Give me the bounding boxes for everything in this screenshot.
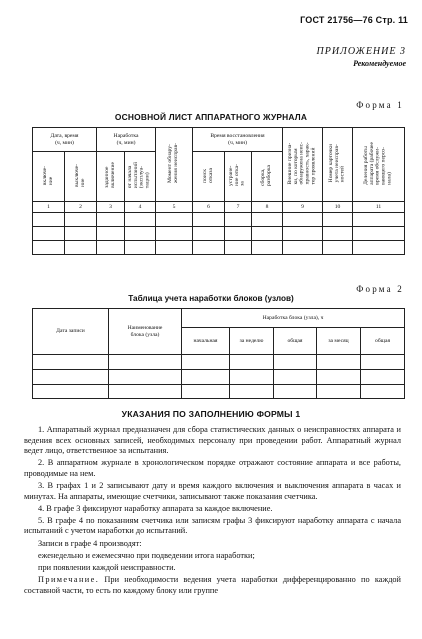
header-record-date: Дата записи: [33, 309, 109, 355]
column-number: 3: [97, 202, 125, 213]
header-week: за неделю: [230, 328, 274, 355]
header-initial: начальная: [182, 328, 230, 355]
header-run-time: Наработка (ч, мин): [97, 128, 156, 152]
paragraph-2: 2. В аппаратном журнале в хронологическом порядке отражают состояние аппарата и все работы, проводимые на нем.: [24, 458, 401, 478]
column-number: 7: [225, 202, 252, 213]
header-block-run: Наработка блока (узла), ч: [182, 309, 405, 328]
appendix-title: ПРИЛОЖЕНИЕ 3: [316, 46, 406, 57]
table-row: [33, 370, 405, 385]
column-number: 1: [33, 202, 65, 213]
header-restore-time: Время восстановления (ч, мин): [193, 128, 283, 152]
column-numbers-row: [33, 202, 405, 213]
note-label: Примечание.: [38, 574, 100, 584]
table-row: [33, 355, 405, 370]
form1-table: [32, 127, 405, 255]
header-month: за месяц: [317, 328, 361, 355]
instructions-title: УКАЗАНИЯ ПО ЗАПОЛНЕНИЮ ФОРМЫ 1: [121, 409, 301, 419]
table-row: [33, 385, 405, 399]
paragraph-7: еженедельно и ежемесячно при подведении итога наработки;: [38, 550, 255, 560]
column-number: 2: [65, 202, 97, 213]
header-total-2: общая: [361, 328, 405, 355]
note-paragraph: [24, 575, 401, 596]
table-row: [33, 227, 405, 241]
form1-title: ОСНОВНОЙ ЛИСТ АППАРАТНОГО ЖУРНАЛА: [114, 112, 308, 122]
header-col-10: Номер карточки учета неисправ- ностей: [323, 128, 353, 202]
header-block-name: Наименование блока (узла): [109, 309, 182, 355]
paragraph-5: 5. В графе 4 по показаниям счетчика или записям графы 3 фиксируют наработку аппарата с начала испытаний с учетом наработки до испытаний.: [24, 515, 401, 536]
paragraph-4: 4. В графе 3 фиксируют наработку аппарата за каждое включение.: [38, 503, 273, 513]
paragraph-6: Записи в графе 4 производят:: [38, 538, 142, 548]
column-number: 6: [193, 202, 225, 213]
column-number: 8: [252, 202, 283, 213]
header-col-3: заданное включение: [97, 152, 125, 202]
header-col-11: Деления работы аппарата (рабочее время обслужи- вающего персо- нала): [353, 128, 405, 202]
column-number: 5: [156, 202, 193, 213]
header-total-1: общая: [274, 328, 317, 355]
column-number: 10: [323, 202, 353, 213]
header-col-5: Момент обнару- жения неисправ-: [156, 128, 193, 202]
header-col-9: Внешние призна- ки, по которым обнаружена неис- правность, харак- тер проявлений: [283, 128, 323, 202]
header-col-7: устране- ние отка- за: [225, 152, 252, 202]
header-col-2: выключе- ние: [65, 152, 97, 202]
form2-table: [32, 308, 405, 399]
header-date-time: Дата, время (ч, мин): [33, 128, 97, 152]
column-number: 4: [125, 202, 156, 213]
appendix-status: Рекомендуемое: [353, 59, 406, 68]
column-number: 11: [353, 202, 405, 213]
paragraph-1: 1. Аппаратный журнал предназначен для сбора статистических данных о неисправностях аппарата и ведения всех основных записей, необходимых персоналу при проведении работ. Аппаратный журнал ведет лицо, ответственное за испытания.: [24, 425, 401, 456]
form1-label: Форма 1: [356, 100, 404, 110]
header-col-6: поиск отказа: [193, 152, 225, 202]
table-row: [33, 241, 405, 255]
paragraph-8: при появлении каждой неисправности.: [38, 562, 176, 572]
instructions-body: [24, 425, 401, 598]
column-number: 9: [283, 202, 323, 213]
header-col-4: от начала испытаний (эксплуа- тации): [125, 152, 156, 202]
note-text: При необходимости ведения учета наработки дифференцированно по каждой составной части, то есть по каждому блоку или группе: [24, 574, 401, 595]
form2-label: Форма 2: [356, 284, 404, 294]
table-row: [33, 213, 405, 227]
paragraph-3: 3. В графах 1 и 2 записывают дату и время каждого включения и выключения аппарата в часах и минутах. На аппараты, имеющие счетчики, записывают также показания счетчика.: [24, 481, 401, 501]
header-col-1: включе- ние: [33, 152, 65, 202]
header-col-8: сборка, разборка: [252, 152, 283, 202]
form2-title: Таблица учета наработки блоков (узлов): [128, 294, 294, 303]
page-header: ГОСТ 21756—76 Стр. 11: [300, 15, 408, 25]
